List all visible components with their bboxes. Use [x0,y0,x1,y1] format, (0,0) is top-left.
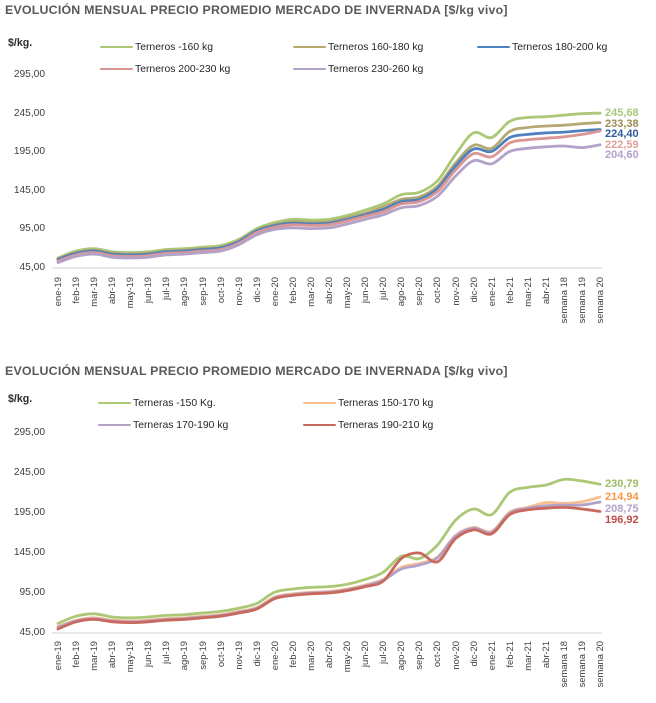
x-tick-label [196,637,209,670]
x-tick-label-text: semana 20 [594,277,606,324]
legend-label: Terneros 200-230 kg [135,63,231,75]
x-tick-label [160,273,172,300]
x-tick-label [52,637,64,671]
legend-label: Terneros 160-180 kg [328,41,424,53]
x-tick-label-text: dic-19 [250,277,262,303]
y-tick-label: 145,00 [13,184,45,196]
x-tick-label-text: abr-19 [106,277,118,305]
x-tick-label [323,273,335,305]
series-line [58,145,600,263]
x-tick-label [268,637,281,671]
x-tick-label-text: nov-19 [232,277,244,306]
x-tick-label [539,273,552,305]
x-tick-label [576,637,588,688]
x-tick-label-text: jul-20 [377,277,389,300]
x-tick-label [576,273,588,324]
x-tick-label-text: nov-20 [449,641,461,670]
x-tick-label [52,273,64,307]
x-tick-label [304,273,317,307]
x-tick-label-text: oct-19 [214,641,226,668]
x-tick-label [286,273,299,304]
x-tick-label [594,637,606,688]
x-tick-label-text: mar-20 [304,277,316,307]
x-tick-label [431,273,443,304]
x-tick-label-text: sep-19 [196,277,208,306]
x-tick-label-text: nov-20 [449,277,461,306]
x-tick-label [467,273,480,303]
legend-label: Terneros 180-200 kg [512,41,608,53]
x-tick-label-text: mar-19 [88,277,100,307]
x-tick-label-text: semana 20 [594,641,606,688]
x-tick-label-text: sep-20 [413,277,425,306]
x-tick-label-text: sep-20 [413,641,425,670]
x-tick-label [160,637,172,664]
x-tick-label-text: jul-19 [160,277,172,300]
x-tick-label-text: abr-20 [323,641,335,669]
x-tick-label [413,273,425,306]
x-tick-label [178,273,190,307]
x-tick-label-text: ene-21 [485,641,497,671]
chart-terneras [0,352,656,703]
x-tick-label [214,273,227,304]
x-tick-label-text: semana 19 [576,641,588,688]
x-tick-label-text: jun-20 [359,641,371,668]
x-tick-label [503,273,516,304]
series-end-value-label: 222,59 [605,138,639,151]
legend-label: Terneras 150-170 kg [338,397,434,409]
x-tick-label [395,273,407,307]
y-tick-label: 295,00 [13,69,45,80]
x-tick-label-text: feb-19 [70,277,82,304]
x-tick-label [323,637,335,669]
series-end-value-label: 196,92 [605,514,639,527]
x-tick-label-text: feb-21 [503,641,515,668]
series-end-value-label: 208,75 [605,502,639,515]
x-tick-label [268,273,281,307]
series-line [58,123,600,259]
x-tick-label [70,273,82,304]
x-tick-label-text: mar-19 [88,641,100,671]
x-tick-label-text: ene-19 [52,277,63,307]
series-end-value-label: 233,38 [605,117,639,130]
x-tick-label [557,637,570,688]
x-tick-label-text: jun-19 [142,277,154,304]
x-tick-label [232,273,245,306]
x-tick-label-text: ago-19 [178,641,190,671]
x-tick-label [359,273,371,304]
x-tick-label [341,637,353,673]
y-tick-label: 195,00 [13,507,45,518]
x-tick-label [377,637,389,664]
legend-label: Terneros -160 kg [135,41,213,53]
x-tick-label-text: ago-20 [395,277,407,307]
x-tick-label [503,637,516,668]
x-tick-label-text: semana 19 [576,277,588,324]
x-tick-label-text: ene-20 [268,277,280,307]
x-tick-label-text: abr-19 [106,641,118,669]
x-tick-label [196,273,209,306]
x-tick-label [88,637,100,671]
y-tick-label: 295,00 [13,427,45,438]
legend-label: Terneros 230-260 kg [328,63,424,75]
x-tick-label [250,273,263,303]
y-tick-label: 145,00 [13,547,45,558]
x-tick-label-text: mar-21 [521,641,533,671]
x-tick-label [124,637,136,673]
x-tick-label-text: dic-20 [467,641,479,667]
x-tick-label [232,637,245,670]
x-tick-label-text: nov-19 [232,641,244,670]
x-tick-label-text: oct-20 [431,277,443,304]
x-tick-label-text: dic-20 [467,277,479,303]
series-end-value-label: 204,60 [605,149,639,162]
x-tick-label-text: jul-19 [160,641,172,664]
x-tick-label [431,637,443,668]
x-tick-label-text: may-19 [124,277,136,309]
x-tick-label [214,637,227,668]
series-end-value-label: 224,40 [605,128,639,141]
x-tick-label-text: oct-19 [214,277,226,304]
legend-label: Terneras -150 Kg. [133,397,216,409]
y-axis-unit-label: $/kg. [8,37,33,49]
x-tick-label-text: oct-20 [431,641,443,668]
series-line [58,479,600,623]
series-end-value-label: 214,94 [605,491,639,504]
x-tick-label [106,273,118,305]
y-tick-label: 95,00 [19,223,45,235]
x-tick-label [359,637,371,668]
legend-label: Terneras 190-210 kg [338,419,434,431]
x-tick-label [594,273,606,324]
x-tick-label-text: ago-19 [178,277,190,307]
x-tick-label [395,637,407,671]
y-tick-label: 245,00 [13,107,45,119]
y-axis-unit-label: $/kg. [8,393,33,405]
x-tick-label-text: feb-20 [286,277,298,304]
x-tick-label-text: ene-19 [52,641,63,671]
series-line [58,507,600,629]
x-tick-label [539,637,552,669]
x-tick-label [106,637,118,669]
x-tick-label [413,637,425,670]
series-end-value-label: 230,79 [605,478,639,491]
x-tick-label-text: may-20 [341,277,353,309]
x-tick-label-text: feb-19 [70,641,82,668]
x-tick-label-text: sep-19 [196,641,208,670]
x-tick-label [485,637,498,671]
series-line [58,497,600,627]
x-tick-label-text: mar-20 [304,641,316,671]
x-tick-label-text: mar-21 [521,277,533,307]
x-tick-label [304,637,317,671]
x-tick-label-text: feb-20 [286,641,298,668]
x-tick-label [467,637,480,667]
chart-title: EVOLUCIÓN MENSUAL PRECIO PROMEDIO MERCADO DE INVERNADA [$/kg vivo] [5,3,508,17]
y-tick-label: 195,00 [13,146,45,158]
y-tick-label: 95,00 [19,587,45,598]
x-tick-label [88,273,100,307]
x-tick-label [485,273,498,307]
x-tick-label [377,273,389,300]
x-tick-label [286,637,299,668]
x-tick-label [124,273,136,309]
x-tick-label-text: ene-21 [485,277,497,307]
x-tick-label [449,637,462,670]
x-tick-label-text: may-19 [124,641,136,673]
x-tick-label [449,273,462,306]
x-tick-label [557,273,570,324]
x-tick-label [521,637,534,671]
x-tick-label-text: jun-20 [359,277,371,304]
y-tick-label: 245,00 [13,467,45,478]
x-tick-label-text: abr-21 [539,277,551,305]
chart-title: EVOLUCIÓN MENSUAL PRECIO PROMEDIO MERCADO DE INVERNADA [$/kg vivo] [5,364,508,378]
x-tick-label-text: dic-19 [250,641,262,667]
x-tick-label [521,273,534,307]
y-tick-label: 45,00 [19,627,45,638]
x-tick-label-text: abr-21 [539,641,551,669]
x-tick-label [70,637,82,668]
x-tick-label-text: ago-20 [395,641,407,671]
x-tick-label [142,637,154,668]
x-tick-label-text: jun-19 [142,641,154,668]
x-tick-label [250,637,263,667]
series-line [58,502,600,627]
y-tick-label: 45,00 [19,262,45,273]
x-tick-label [341,273,353,309]
x-tick-label [178,637,190,671]
x-tick-label-text: abr-20 [323,277,335,305]
x-tick-label [142,273,154,304]
x-tick-label-text: ene-20 [268,641,280,671]
x-tick-label-text: may-20 [341,641,353,673]
x-tick-label-text: feb-21 [503,277,515,304]
series-end-value-label: 245,68 [605,107,639,120]
x-tick-label-text: jul-20 [377,641,389,664]
legend-label: Terneras 170-190 kg [133,419,229,431]
x-tick-label-text: semana 18 [557,641,569,688]
x-tick-label-text: semana 18 [557,277,569,324]
